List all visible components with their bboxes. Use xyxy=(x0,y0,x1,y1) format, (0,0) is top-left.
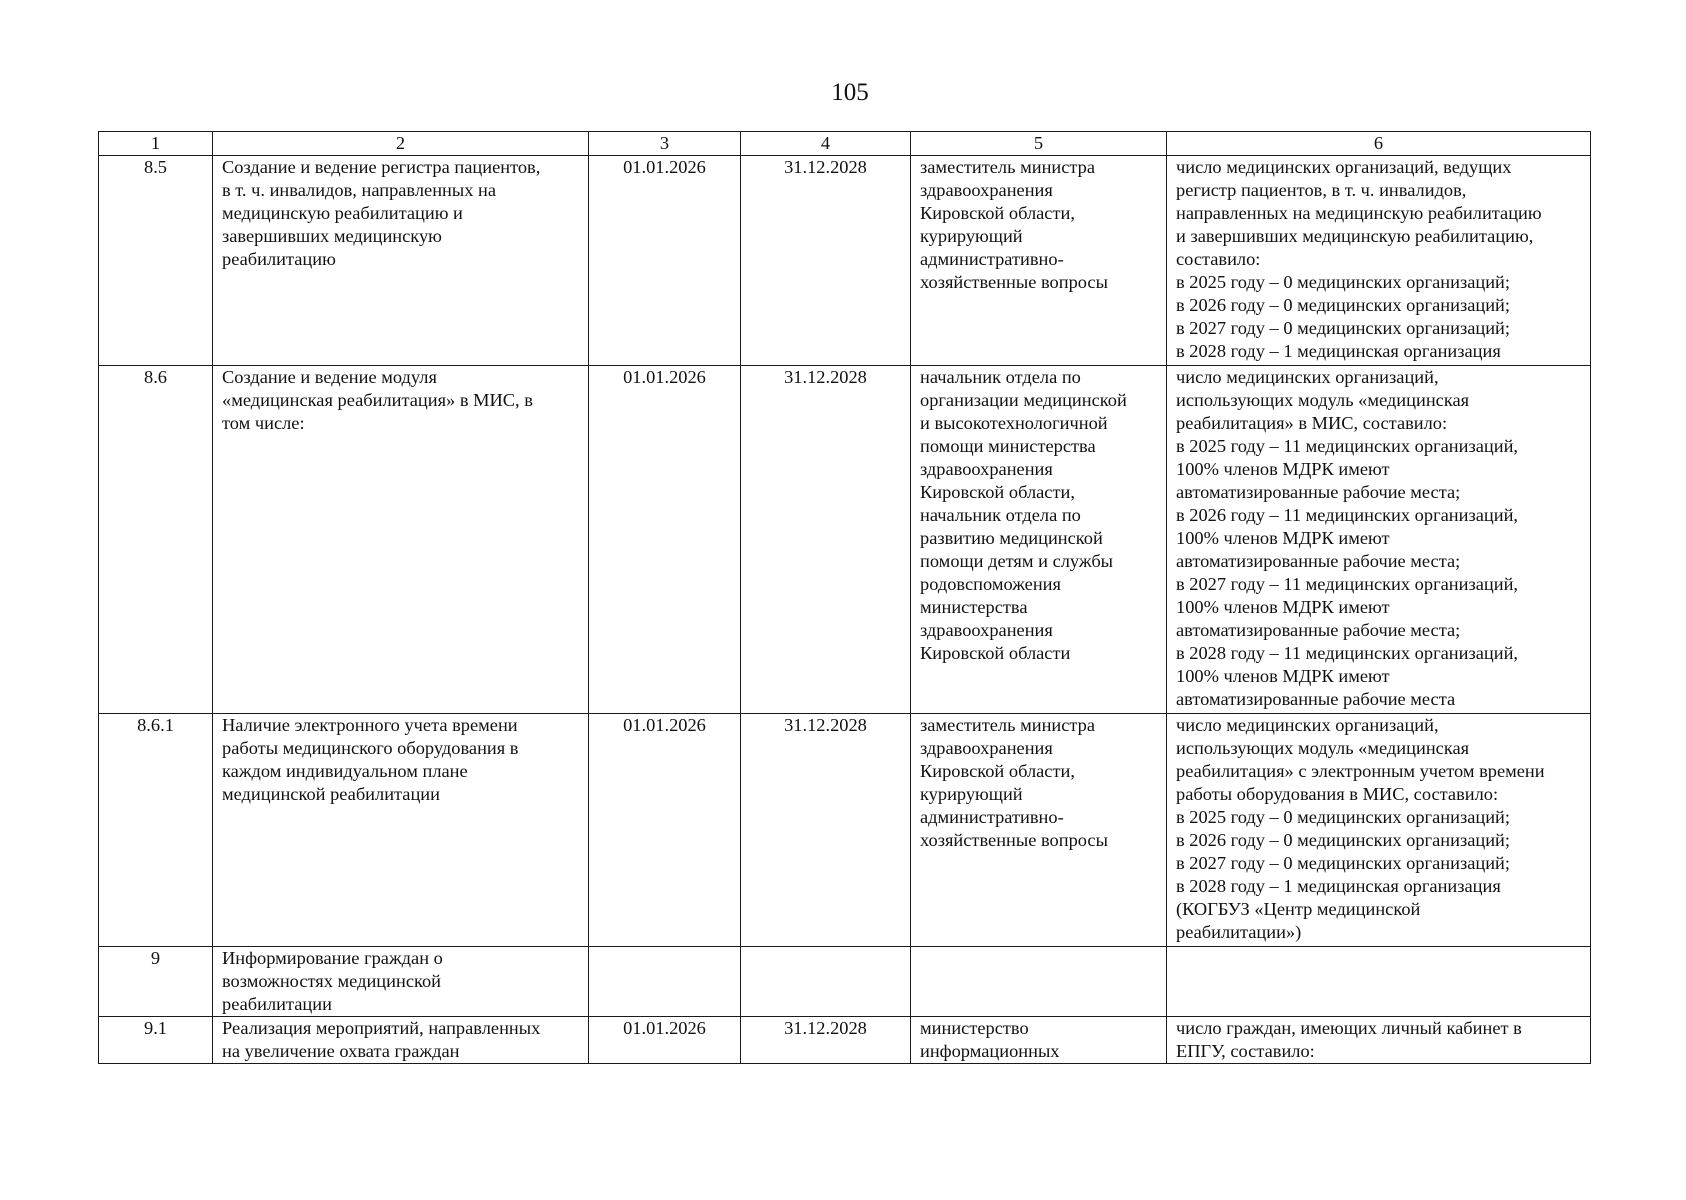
result-cell-line: реабилитации») xyxy=(1176,922,1302,942)
result-cell-line: число медицинских организаций, xyxy=(1176,715,1439,735)
measure-name-cell xyxy=(213,947,589,1017)
measure-name-cell-line: Создание и ведение регистра пациентов, xyxy=(222,157,541,177)
responsible-cell-line: начальник отдела по xyxy=(920,367,1081,387)
measure-name-cell-line: Создание и ведение модуля xyxy=(222,367,437,387)
responsible-cell-line: хозяйственные вопросы xyxy=(920,272,1108,292)
end-date-cell: 31.12.2028 xyxy=(741,714,911,947)
start-date-cell: 01.01.2026 xyxy=(589,1017,741,1064)
responsible-cell-line: родовспоможения xyxy=(920,574,1061,594)
item-number-cell: 8.6 xyxy=(99,366,213,714)
start-date-cell xyxy=(589,947,741,1017)
end-date-cell: 31.12.2028 xyxy=(741,156,911,366)
responsible-cell-line: курирующий xyxy=(920,226,1023,246)
responsible-cell-line: Кировской области, xyxy=(920,482,1075,502)
result-cell-line: в 2026 году – 11 медицинских организаций, xyxy=(1176,505,1519,525)
result-cell-line: в 2025 году – 0 медицинских организаций; xyxy=(1176,807,1511,827)
item-number-cell: 9.1 xyxy=(99,1017,213,1064)
end-date-cell xyxy=(741,947,911,1017)
result-cell xyxy=(1167,714,1591,947)
responsible-cell-line: Кировской области, xyxy=(920,761,1075,781)
table-row xyxy=(99,947,1591,1017)
responsible-cell-line: здравоохранения xyxy=(920,738,1053,758)
responsible-cell-line: хозяйственные вопросы xyxy=(920,830,1108,850)
responsible-cell-line: министерства xyxy=(920,597,1028,617)
start-date-cell: 01.01.2026 xyxy=(589,156,741,366)
result-cell-line: реабилитация» с электронным учетом времени xyxy=(1176,761,1545,781)
responsible-cell xyxy=(911,366,1167,714)
measure-name-cell-line: каждом индивидуальном плане xyxy=(222,761,468,781)
result-cell-line: в 2027 году – 0 медицинских организаций; xyxy=(1176,853,1511,873)
responsible-cell-line: начальник отдела по xyxy=(920,505,1081,525)
measures-table xyxy=(98,131,1591,1064)
measure-name-cell xyxy=(213,714,589,947)
result-cell-line: число медицинских организаций, xyxy=(1176,367,1439,387)
result-cell-line: регистр пациентов, в т. ч. инвалидов, xyxy=(1176,180,1467,200)
column-header-4: 4 xyxy=(741,132,911,156)
measure-name-cell-line: в т. ч. инвалидов, направленных на xyxy=(222,180,497,200)
result-cell-line: 100% членов МДРК имеют xyxy=(1176,459,1390,479)
item-number-cell: 8.5 xyxy=(99,156,213,366)
table-row xyxy=(99,714,1591,947)
result-cell-line: использующих модуль «медицинская xyxy=(1176,738,1470,758)
column-number-header-row xyxy=(99,132,1591,156)
result-cell-line: работы оборудования в МИС, составило: xyxy=(1176,784,1499,804)
result-cell-line: автоматизированные рабочие места; xyxy=(1176,551,1461,571)
responsible-cell-line: развитию медицинской xyxy=(920,528,1103,548)
measure-name-cell xyxy=(213,156,589,366)
result-cell-line: число медицинских организаций, ведущих xyxy=(1176,157,1512,177)
column-header-2: 2 xyxy=(213,132,589,156)
measure-name-cell-line: завершивших медицинскую xyxy=(222,226,442,246)
result-cell-line: число граждан, имеющих личный кабинет в xyxy=(1176,1018,1522,1038)
start-date-cell: 01.01.2026 xyxy=(589,714,741,947)
result-cell-line: направленных на медицинскую реабилитацию xyxy=(1176,203,1542,223)
measure-name-cell-line: возможностях медицинской xyxy=(222,971,442,991)
responsible-cell-line: административно- xyxy=(920,249,1064,269)
responsible-cell-line: курирующий xyxy=(920,784,1023,804)
responsible-cell xyxy=(911,714,1167,947)
end-date-cell: 31.12.2028 xyxy=(741,1017,911,1064)
measure-name-cell-line: медицинскую реабилитацию и xyxy=(222,203,463,223)
result-cell xyxy=(1167,947,1591,1017)
result-cell-line: ЕПГУ, составило: xyxy=(1176,1041,1315,1061)
result-cell-line: в 2027 году – 11 медицинских организаций, xyxy=(1176,574,1519,594)
responsible-cell-line: заместитель министра xyxy=(920,715,1096,735)
result-cell-line: в 2026 году – 0 медицинских организаций; xyxy=(1176,830,1511,850)
table-row xyxy=(99,156,1591,366)
responsible-cell xyxy=(911,156,1167,366)
item-number-cell: 9 xyxy=(99,947,213,1017)
result-cell-line: 100% членов МДРК имеют xyxy=(1176,597,1390,617)
measure-name-cell-line: медицинской реабилитации xyxy=(222,784,440,804)
measure-name-cell-line: на увеличение охвата граждан xyxy=(222,1041,460,1061)
table-row xyxy=(99,366,1591,714)
measure-name-cell-line: Информирование граждан о xyxy=(222,948,443,968)
responsible-cell-line: административно- xyxy=(920,807,1064,827)
result-cell-line: автоматизированные рабочие места; xyxy=(1176,620,1461,640)
result-cell-line: реабилитация» в МИС, составило: xyxy=(1176,413,1448,433)
result-cell-line: автоматизированные рабочие места; xyxy=(1176,482,1461,502)
responsible-cell-line: помощи детям и службы xyxy=(920,551,1114,571)
result-cell-line: 100% членов МДРК имеют xyxy=(1176,666,1390,686)
result-cell-line: в 2025 году – 11 медицинских организаций, xyxy=(1176,436,1519,456)
responsible-cell-line: и высокотехнологичной xyxy=(920,413,1108,433)
column-header-3: 3 xyxy=(589,132,741,156)
result-cell-line: автоматизированные рабочие места xyxy=(1176,689,1456,709)
responsible-cell-line: помощи министерства xyxy=(920,436,1096,456)
measure-name-cell xyxy=(213,1017,589,1064)
result-cell-line: в 2028 году – 1 медицинская организация xyxy=(1176,341,1501,361)
measure-name-cell-line: Наличие электронного учета времени xyxy=(222,715,518,735)
measure-name-cell-line: работы медицинского оборудования в xyxy=(222,738,519,758)
measure-name-cell-line: Реализация мероприятий, направленных xyxy=(222,1018,541,1038)
start-date-cell: 01.01.2026 xyxy=(589,366,741,714)
page-number: 105 xyxy=(831,79,869,106)
responsible-cell-line: министерство xyxy=(920,1018,1029,1038)
item-number-cell: 8.6.1 xyxy=(99,714,213,947)
table-body xyxy=(99,156,1591,1064)
table-row xyxy=(99,1017,1591,1064)
result-cell xyxy=(1167,156,1591,366)
measure-name-cell-line: «медицинская реабилитация» в МИС, в xyxy=(222,390,533,410)
result-cell-line: и завершивших медицинскую реабилитацию, xyxy=(1176,226,1534,246)
column-header-1: 1 xyxy=(99,132,213,156)
responsible-cell-line: здравоохранения xyxy=(920,620,1053,640)
result-cell xyxy=(1167,1017,1591,1064)
result-cell-line: использующих модуль «медицинская xyxy=(1176,390,1470,410)
responsible-cell-line: информационных xyxy=(920,1041,1060,1061)
result-cell-line: в 2028 году – 11 медицинских организаций, xyxy=(1176,643,1519,663)
responsible-cell-line: здравоохранения xyxy=(920,180,1053,200)
column-header-6: 6 xyxy=(1167,132,1591,156)
responsible-cell-line: организации медицинской xyxy=(920,390,1127,410)
measure-name-cell-line: реабилитации xyxy=(222,994,332,1014)
measure-name-cell-line: том числе: xyxy=(222,413,305,433)
result-cell-line: составило: xyxy=(1176,249,1261,269)
result-cell-line: в 2027 году – 0 медицинских организаций; xyxy=(1176,318,1511,338)
measure-name-cell xyxy=(213,366,589,714)
responsible-cell xyxy=(911,947,1167,1017)
result-cell-line: в 2025 году – 0 медицинских организаций; xyxy=(1176,272,1511,292)
column-header-5: 5 xyxy=(911,132,1167,156)
responsible-cell-line: здравоохранения xyxy=(920,459,1053,479)
responsible-cell-line: Кировской области, xyxy=(920,203,1075,223)
responsible-cell-line: заместитель министра xyxy=(920,157,1096,177)
result-cell-line: 100% членов МДРК имеют xyxy=(1176,528,1390,548)
responsible-cell xyxy=(911,1017,1167,1064)
end-date-cell: 31.12.2028 xyxy=(741,366,911,714)
result-cell xyxy=(1167,366,1591,714)
responsible-cell-line: Кировской области xyxy=(920,643,1071,663)
result-cell-line: (КОГБУЗ «Центр медицинской xyxy=(1176,899,1421,919)
result-cell-line: в 2028 году – 1 медицинская организация xyxy=(1176,876,1501,896)
measure-name-cell-line: реабилитацию xyxy=(222,249,336,269)
result-cell-line: в 2026 году – 0 медицинских организаций; xyxy=(1176,295,1511,315)
